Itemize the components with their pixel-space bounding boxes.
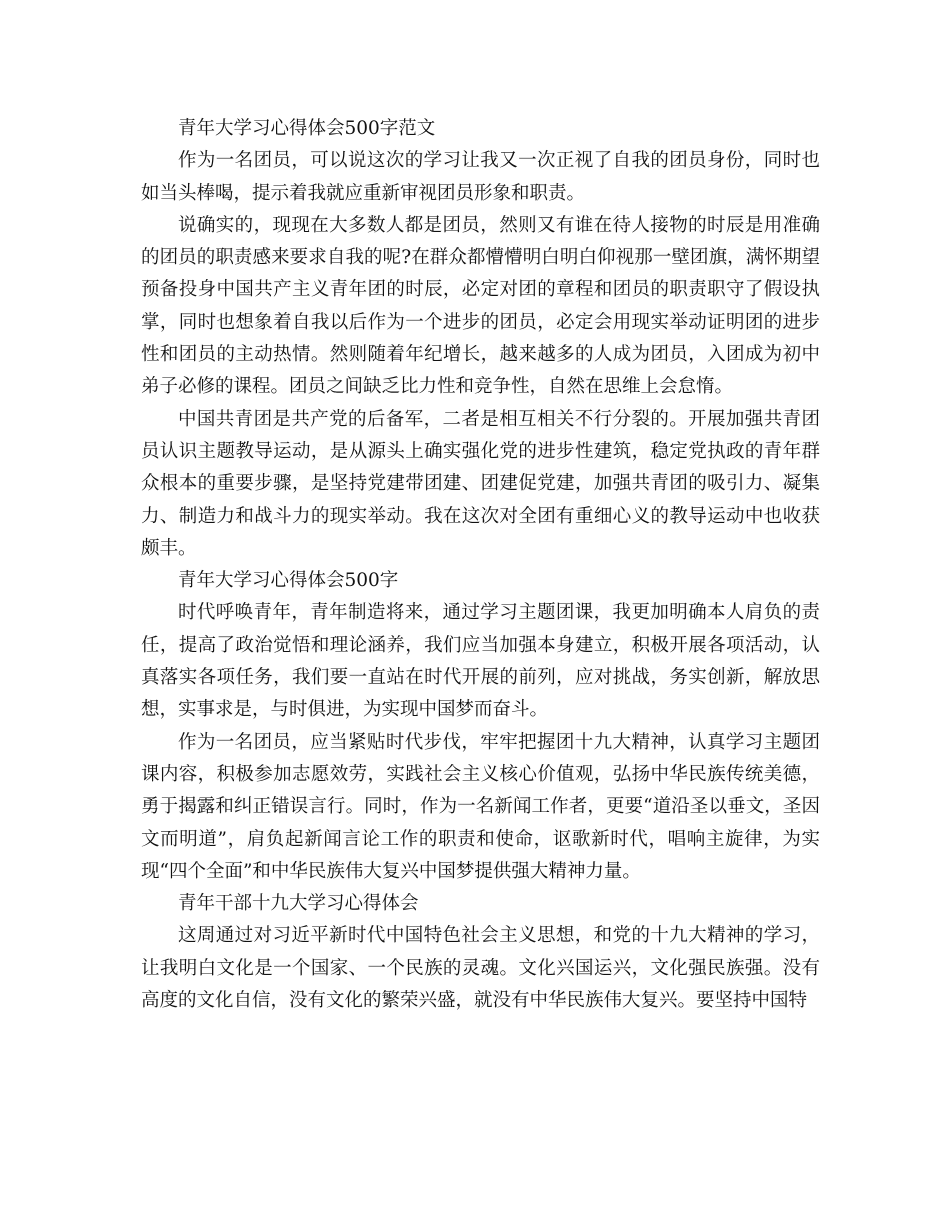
paragraph: 中国共青团是共产党的后备军，二者是相互相关不行分裂的。开展加强共青团员认识主题教导运动，是从源头上确实强化党的进步性建筑，稳定党执政的青年群众根本的重要步骤，是坚持党建带团建、团建促党建，加强共青团的吸引力、凝集力、制造力和战斗力的现实举动。我在这次对全团有重细心义的教导运动中也收获颇丰。 [141, 408, 820, 559]
paragraph: 时代呼唤青年，青年制造将来，通过学习主题团课，我更加明确本人肩负的责任，提高了政治觉悟和理论涵养，我们应当加强本身建立，积极开展各项活动，认真落实各项任务，我们要一直站在时代开展的前列，应对挑战，务实创新，解放思想，实事求是，与时俱进，为实现中国梦而奋斗。 [141, 602, 820, 721]
paragraph: 这周通过对习近平新时代中国特色社会主义思想，和党的十九大精神的学习，让我明白文化是一个国家、一个民族的灵魂。文化兴国运兴，文化强民族强。没有高度的文化自信，没有文化的繁荣兴盛，就没有中华民族伟大复兴。要坚持中国特 [141, 925, 820, 1012]
paragraph: 作为一名团员，可以说这次的学习让我又一次正视了自我的团员身份，同时也如当头棒喝，提示着我就应重新审视团员形象和职责。 [141, 150, 820, 204]
document-body [141, 113, 820, 1017]
paragraph: 说确实的，现现在大多数人都是团员，然则又有谁在待人接物的时辰是用准确的团员的职责感来要求自我的呢?在群众都懵懵明白明白仰视那一壁团旗，满怀期望预备投身中国共产主义青年团的时辰，必定对团的章程和团员的职责职守了假设执掌，同时也想象着自我以后作为一个进步的团员，必定会用现实举动证明团的进步性和团员的主动热情。然则随着年纪增长，越来越多的人成为团员，入团成为初中弟子必修的课程。团员之间缺乏比力性和竞争性，自然在思维上会怠惰。 [141, 214, 820, 398]
section-heading-1: 青年大学习心得体会500字范文 [178, 118, 436, 139]
section-heading-3: 青年干部十九大学习心得体会 [178, 893, 419, 915]
section-heading-2: 青年大学习心得体会500字 [178, 570, 399, 592]
paragraph: 作为一名团员，应当紧贴时代步伐，牢牢把握团十九大精神，认真学习主题团课内容，积极参加志愿效劳，实践社会主义核心价值观，弘扬中华民族传统美德，勇于揭露和纠正错误言行。同时，作为一名新闻工作者，更要“道沿圣以垂文，圣因文而明道”，肩负起新闻言论工作的职责和使命，讴歌新时代，唱响主旋律，为实现“四个全面”和中华民族伟大复兴中国梦提供强大精神力量。 [141, 731, 820, 882]
